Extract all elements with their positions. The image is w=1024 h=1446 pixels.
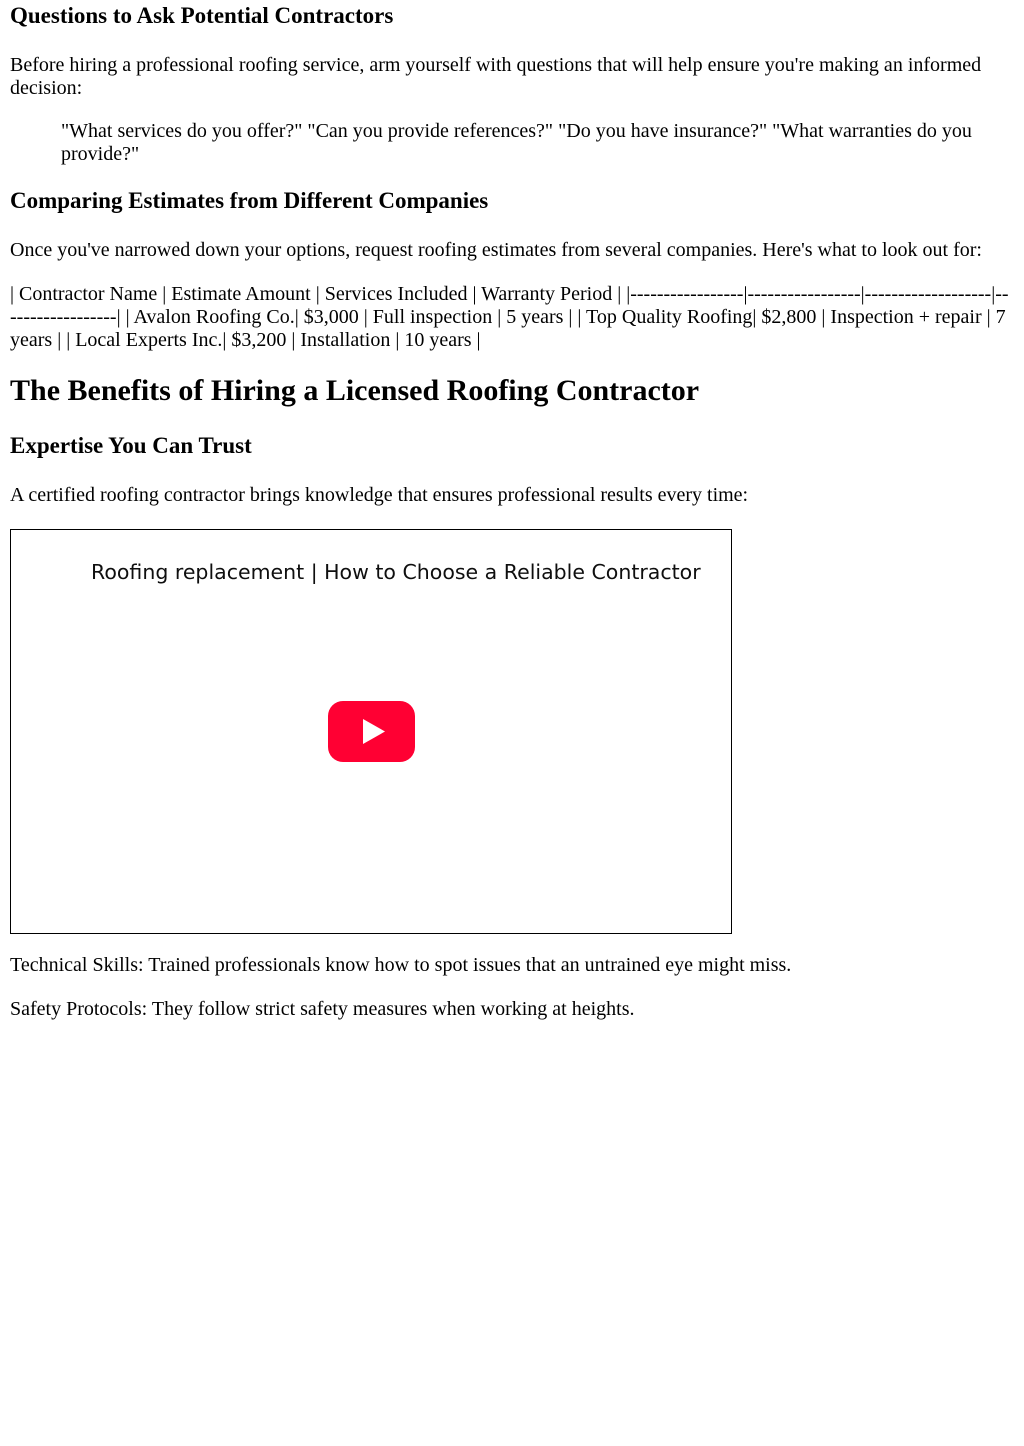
point-safety-protocols: Safety Protocols: They follow strict safety measures when working at heights. <box>10 998 635 1020</box>
questions-quote: "What services do you offer?" "Can you provide references?" "Do you have insurance?" "What warranties do you provide?" <box>61 120 972 165</box>
expertise-subheading: Expertise You Can Trust <box>10 433 252 458</box>
estimates-heading: Comparing Estimates from Different Companies <box>10 188 489 213</box>
questions-intro: Before hiring a professional roofing service, arm yourself with questions that will help ensure you're making an informed decision: <box>10 54 982 99</box>
expertise-intro: A certified roofing contractor brings knowledge that ensures professional results every time: <box>10 484 749 506</box>
point-technical-skills: Technical Skills: Trained professionals know how to spot issues that an untrained eye might miss. <box>10 954 792 976</box>
video-embed[interactable] <box>10 529 732 934</box>
video-title[interactable]: Roofing replacement | How to Choose a Reliable Contractor <box>91 560 701 584</box>
youtube-play-icon[interactable] <box>328 701 415 762</box>
questions-heading: Questions to Ask Potential Contractors <box>10 3 394 28</box>
estimates-table-text: | Contractor Name | Estimate Amount | Services Included | Warranty Period | |-----------------|-----------------|-------------------|------------------| | Avalon Roofing Co.| $3,000 | Full inspection | 5 years | | Top Quality Roofing| $2,800 | Inspection + repair | 7 years | | Local Experts Inc.| $3,200 | Installation | 10 years | <box>10 283 1009 351</box>
youtube-play-icon-graphic <box>328 701 415 762</box>
benefits-heading: The Benefits of Hiring a Licensed Roofing Contractor <box>10 374 700 407</box>
estimates-intro: Once you've narrowed down your options, request roofing estimates from several companies. Here's what to look out for: <box>10 239 982 261</box>
